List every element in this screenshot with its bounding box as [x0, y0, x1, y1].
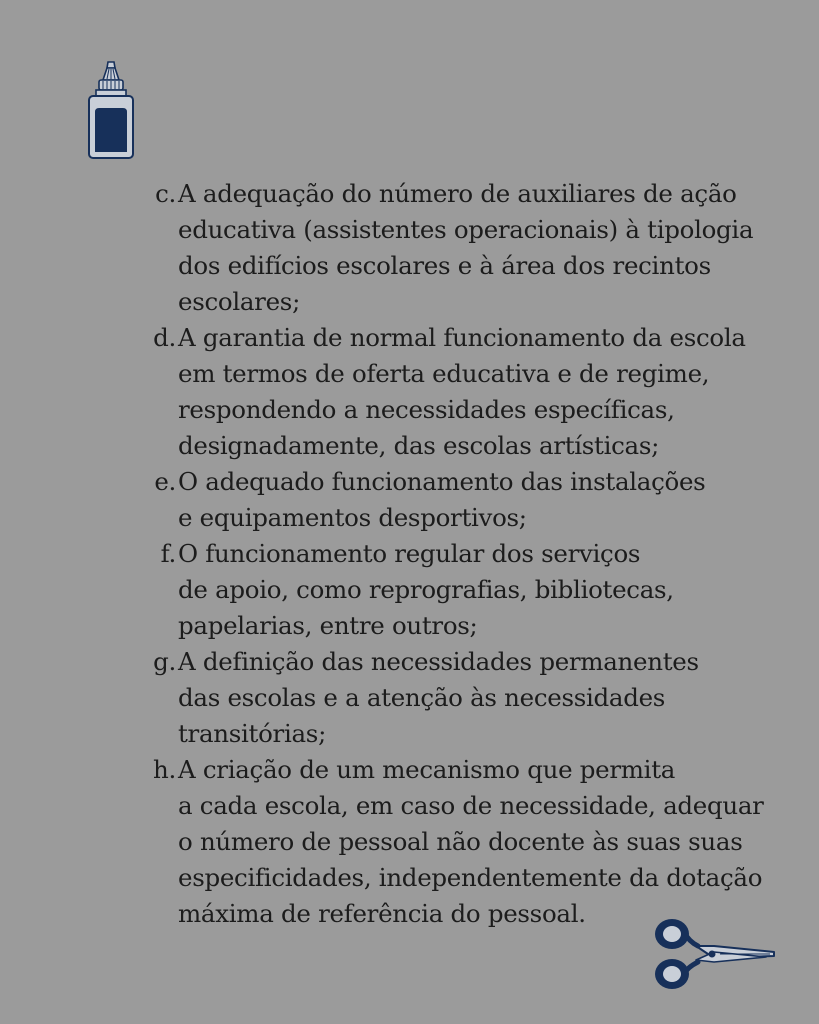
list-item-text-line: especificidades, independentemente da dotação: [178, 863, 763, 892]
list-item-text-line: A definição das necessidades permanentes: [178, 647, 699, 676]
scissors-icon: [650, 912, 778, 994]
list-item-f: [150, 536, 790, 644]
list-item-c: [150, 176, 790, 320]
list-marker: d.: [153, 323, 176, 352]
list-item-text-line: transitórias;: [178, 719, 327, 748]
list-item-text-line: escolares;: [178, 287, 301, 316]
list-item-text-line: O adequado funcionamento das instalações: [178, 467, 706, 496]
list-item-text-line: das escolas e a atenção às necessidades: [178, 683, 666, 712]
list-item-text-line: a cada escola, em caso de necessidade, adequar: [178, 791, 764, 820]
list-item-e: [150, 464, 790, 536]
list-item-text-line: designadamente, das escolas artísticas;: [178, 431, 660, 460]
list-item-text-line: respondendo a necessidades específicas,: [178, 395, 675, 424]
glue-bottle-icon: [86, 60, 136, 162]
list-item-text-line: O funcionamento regular dos serviços: [178, 539, 641, 568]
list-item-text-line: de apoio, como reprografias, bibliotecas,: [178, 575, 674, 604]
list-item-text-line: educativa (assistentes operacionais) à tipologia: [178, 215, 754, 244]
requirements-list: [150, 176, 790, 932]
list-item-text-line: A adequação do número de auxiliares de ação: [178, 179, 737, 208]
list-item-text-line: máxima de referência do pessoal.: [178, 899, 586, 928]
list-item-d: [150, 320, 790, 464]
list-item-text-line: dos edifícios escolares e à área dos recintos: [178, 251, 711, 280]
list-marker: e.: [154, 467, 176, 496]
list-item-g: [150, 644, 790, 752]
list-item-h: [150, 752, 790, 932]
list-item-text-line: A criação de um mecanismo que permita: [178, 755, 676, 784]
list-marker: h.: [153, 755, 176, 784]
list-item-text-line: o número de pessoal não docente às suas suas: [178, 827, 743, 856]
list-marker: c.: [155, 179, 176, 208]
list-item-text-line: e equipamentos desportivos;: [178, 503, 527, 532]
list-item-text-line: em termos de oferta educativa e de regime,: [178, 359, 710, 388]
list-item-text-line: A garantia de normal funcionamento da escola: [178, 323, 746, 352]
list-item-text-line: papelarias, entre outros;: [178, 611, 478, 640]
list-marker: f.: [160, 539, 176, 568]
list-marker: g.: [153, 647, 176, 676]
